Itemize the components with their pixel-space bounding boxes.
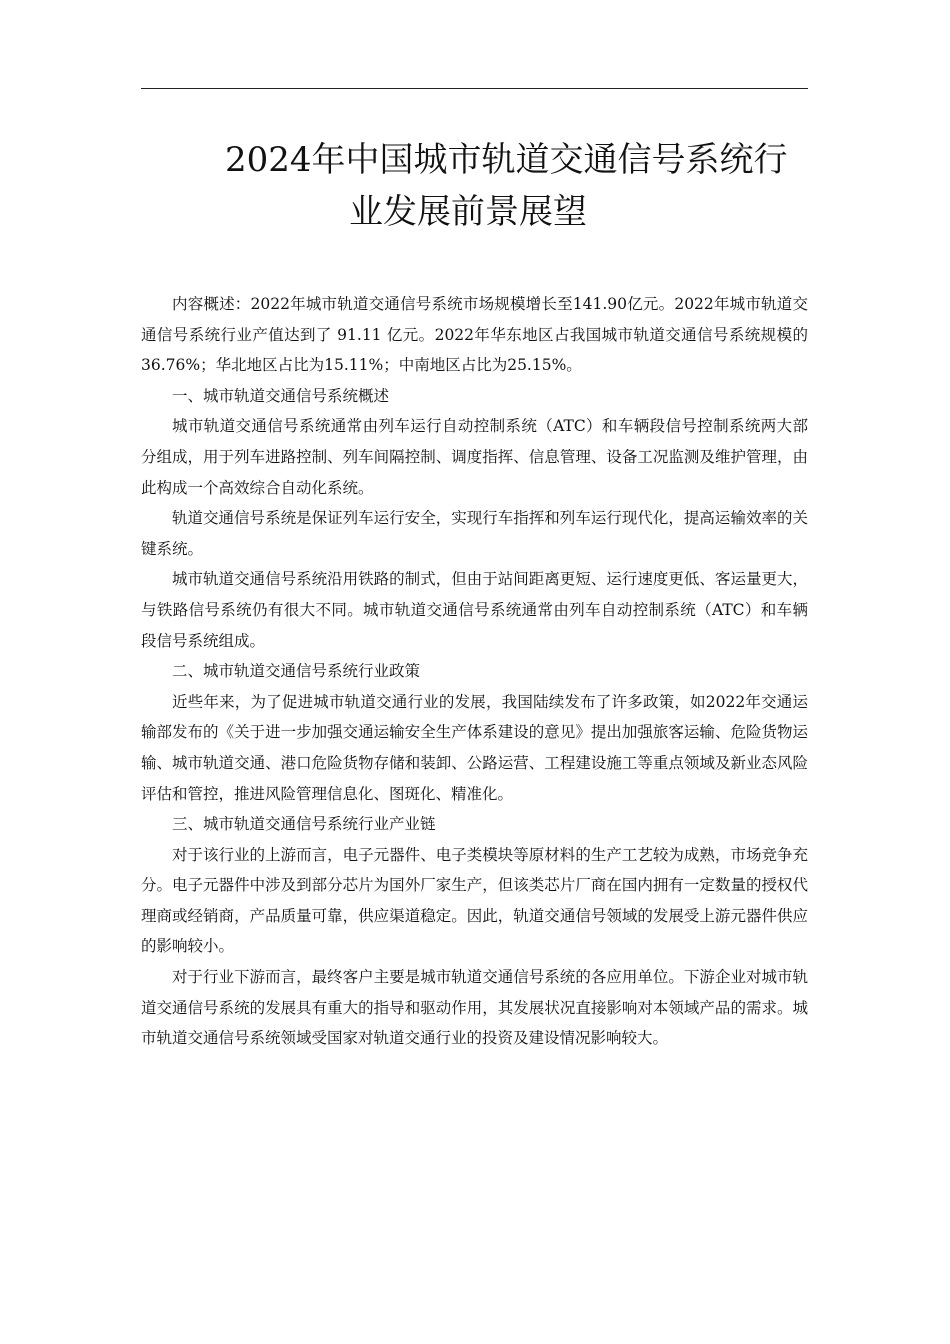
header-rule [141, 88, 808, 89]
body-paragraph: 对于该行业的上游而言，电子元器件、电子类模块等原材料的生产工艺较为成熟，市场竞争充分。电子元器件中涉及到部分芯片为国外厂家生产，但该类芯片厂商在国内拥有一定数量的授权代理商或经销商，产品质量可靠，供应渠道稳定。因此，轨道交通信号领域的发展受上游元器件供应的影响较小。 [141, 845, 808, 956]
body-paragraph: 轨道交通信号系统是保证列车运行安全，实现行车指挥和列车运行现代化，提高运输效率的关键系统。 [141, 509, 808, 558]
section-heading-policy: 二、城市轨道交通信号系统行业政策 [172, 662, 421, 681]
body-paragraph: 城市轨道交通信号系统沿用铁路的制式，但由于站间距离更短、运行速度更低、客运量更大，与铁路信号系统仍有很大不同。城市轨道交通信号系统通常由列车自动控制系统（ATC）和车辆段信号系统组成。 [141, 570, 808, 650]
section-heading-industry-chain: 三、城市轨道交通信号系统行业产业链 [172, 815, 436, 834]
document-title [141, 134, 808, 238]
body-paragraph: 城市轨道交通信号系统通常由列车运行自动控制系统（ATC）和车辆段信号控制系统两大部分组成，用于列车进路控制、列车间隔控制、调度指挥、信息管理、设备工况监测及维护管理，由此构成一个高效综合自动化系统。 [141, 417, 808, 497]
document-title-line-1: 2024年中国城市轨道交通信号系统行 [225, 140, 788, 180]
body-paragraph: 对于行业下游而言，最终客户主要是城市轨道交通信号系统的各应用单位。下游企业对城市轨道交通信号系统的发展具有重大的指导和驱动作用，其发展状况直接影响对本领域产品的需求。城市轨道交通信号系统领域受国家对轨道交通行业的投资及建设情况影响较大。 [141, 968, 808, 1048]
body-paragraph: 近些年来，为了促进城市轨道交通行业的发展，我国陆续发布了许多政策，如2022年交通运输部发布的《关于进一步加强交通运输安全生产体系建设的意见》提出加强旅客运输、危险货物运输、城市轨道交通、港口危险货物存储和装卸、公路运营、工程建设施工等重点领域及新业态风险评估和管控，推进风险管理信息化、图斑化、精准化。 [141, 692, 808, 803]
document-body [141, 289, 808, 1054]
section-heading-overview: 一、城市轨道交通信号系统概述 [172, 386, 390, 405]
summary-paragraph: 内容概述：2022年城市轨道交通信号系统市场规模增长至141.90亿元。2022年城市轨道交通信号系统行业产值达到了 91.11 亿元。2022年华东地区占我国城市轨道交通信号系统规模的36.76%；华北地区占比为15.11%；中南地区占比为25.15%。 [141, 295, 808, 375]
document-title-line-2: 业发展前景展望 [349, 192, 587, 232]
